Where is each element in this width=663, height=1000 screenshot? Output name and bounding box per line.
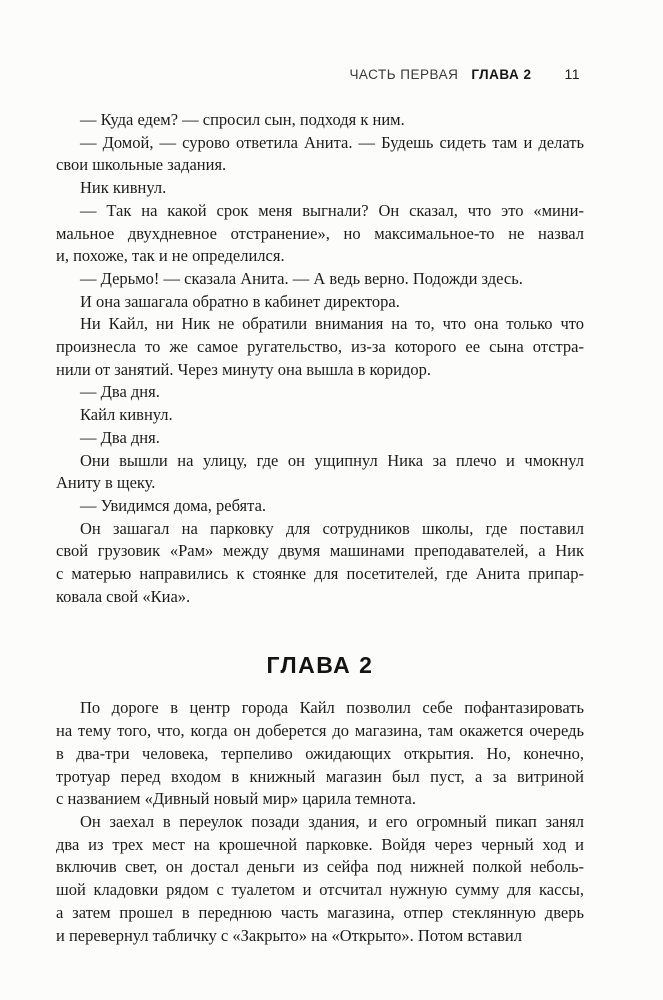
paragraph bbox=[56, 450, 584, 495]
paragraph-line: — Два дня. bbox=[80, 382, 160, 402]
paragraph-line: с названием «Дивный новый мир» царила темнота. bbox=[56, 789, 416, 809]
paragraph bbox=[56, 697, 584, 811]
paragraph-line: в два-три человека, терпеливо ожидающих открытия. Но, конечно, bbox=[56, 743, 584, 763]
section-after-heading bbox=[56, 697, 584, 947]
paragraph bbox=[56, 268, 584, 291]
header-chapter-label: ГЛАВА 2 bbox=[471, 67, 532, 82]
paragraph-line: произнесла то же самое ругательство, из-за которого ее сына отстра- bbox=[56, 337, 584, 357]
paragraph bbox=[56, 427, 584, 450]
paragraph-line: — Увидимся дома, ребята. bbox=[80, 495, 267, 515]
paragraph-line: мальное двухдневное отстранение», но максимальное-то не назвал bbox=[56, 223, 584, 243]
paragraph-line: Ни Кайл, ни Ник не обратили внимания на то, что она только что bbox=[80, 314, 584, 334]
paragraph-line: шой кладовки рядом с туалетом и отсчитал нужную сумму для кассы, bbox=[56, 880, 584, 900]
paragraph bbox=[56, 518, 584, 609]
paragraph bbox=[56, 200, 584, 268]
paragraph-line: на тему того, что, когда он доберется до магазина, там окажется очередь bbox=[56, 721, 584, 741]
paragraph-line: — Домой, — сурово ответила Анита. — Будешь сидеть там и делать bbox=[80, 132, 584, 152]
paragraph-line: И она зашагала обратно в кабинет директора. bbox=[80, 291, 400, 311]
paragraph-line: Он заехал в переулок позади здания, и его огромный пикап занял bbox=[80, 811, 584, 831]
paragraph-line: ковала свой «Киа». bbox=[56, 586, 191, 606]
section-before-heading bbox=[56, 109, 584, 608]
paragraph-line: — Два дня. bbox=[80, 427, 160, 447]
paragraph-line: тротуар перед входом в книжный магазин был пуст, а за витриной bbox=[56, 766, 584, 786]
paragraph-line: и перевернул табличку с «Закрыто» на «Открыто». Потом вставил bbox=[56, 925, 522, 945]
paragraph-line: Аниту в щеку. bbox=[56, 473, 156, 493]
paragraph bbox=[56, 495, 584, 518]
header-part-label: ЧАСТЬ ПЕРВАЯ bbox=[349, 67, 459, 82]
paragraph-line: — Куда едем? — спросил сын, подходя к ним. bbox=[80, 110, 405, 129]
paragraph bbox=[56, 132, 584, 177]
paragraph-line: — Так на какой срок меня выгнали? Он сказал, что это «мини- bbox=[80, 200, 584, 220]
chapter-heading: ГЛАВА 2 bbox=[266, 652, 374, 679]
paragraph-line: и, похоже, так и не определился. bbox=[56, 246, 285, 266]
page-number: 11 bbox=[564, 66, 580, 82]
paragraph-line: — Дерьмо! — сказала Анита. — А ведь верно. Подожди здесь. bbox=[80, 268, 523, 288]
paragraph bbox=[56, 109, 584, 132]
paragraph bbox=[56, 811, 584, 947]
text-block bbox=[56, 109, 584, 947]
paragraph-line: включив свет, он достал деньги из сейфа под нижней полкой неболь- bbox=[56, 857, 584, 877]
running-header bbox=[0, 66, 580, 82]
paragraph-line: с матерью направились к стоянке для посетителей, где Анита припар- bbox=[56, 564, 584, 584]
paragraph-line: свои школьные задания. bbox=[56, 155, 227, 175]
paragraph-line: Он зашагал на парковку для сотрудников школы, где поставил bbox=[80, 518, 584, 538]
paragraph bbox=[56, 313, 584, 381]
paragraph-line: Они вышли на улицу, где он ущипнул Ника за плечо и чмокнул bbox=[80, 450, 584, 470]
paragraph bbox=[56, 177, 584, 200]
paragraph-line: а затем прошел в переднюю часть магазина, отпер стеклянную дверь bbox=[56, 902, 584, 922]
paragraph bbox=[56, 381, 584, 404]
paragraph-line: свой грузовик «Рам» между двумя машинами преподавателей, а Ник bbox=[56, 541, 584, 561]
paragraph bbox=[56, 291, 584, 314]
paragraph bbox=[56, 404, 584, 427]
paragraph-line: два из трех мест на крошечной парковке. Войдя через черный ход и bbox=[56, 834, 584, 854]
paragraph-line: Ник кивнул. bbox=[80, 178, 167, 198]
paragraph-line: По дороге в центр города Кайл позволил себе пофантазировать bbox=[80, 698, 584, 718]
paragraph-line: Кайл кивнул. bbox=[80, 405, 173, 425]
paragraph-line: нили от занятий. Через минуту она вышла в коридор. bbox=[56, 359, 432, 379]
